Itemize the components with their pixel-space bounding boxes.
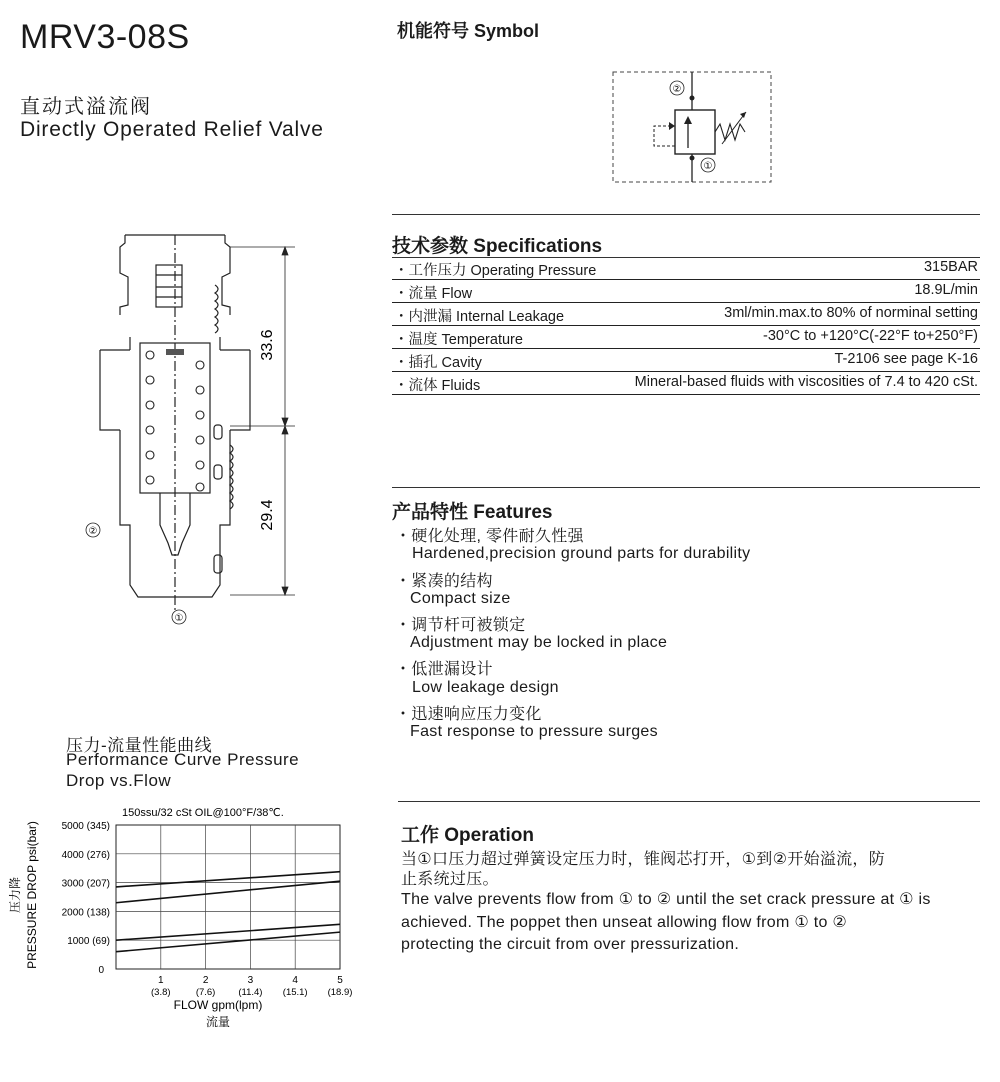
operation-en-line: The valve prevents flow from ① to ② until the set crack pressure at ① is xyxy=(401,891,931,908)
spec-row xyxy=(392,280,980,303)
features-title: 产品特性 Features xyxy=(392,502,553,523)
curve-title-cn: 压力-流量性能曲线 xyxy=(66,736,213,755)
operation-title: 工作 Operation xyxy=(401,825,535,846)
feature-cn: ・调节杆可被锁定 xyxy=(395,617,526,634)
y-tick-label: 2000 (138) xyxy=(61,907,110,919)
feature-en: Compact size xyxy=(410,590,511,607)
x-tick-label: 3 xyxy=(247,975,254,986)
y-axis-label-cn: 压力降 xyxy=(8,876,22,914)
drawing-port-1-label: ① xyxy=(174,613,184,624)
feature-en: Hardened,precision ground parts for durability xyxy=(412,545,751,562)
x-tick-sublabel: (11.4) xyxy=(238,987,263,998)
y-tick-label: 1000 (69) xyxy=(67,936,110,948)
symbol-title: 机能符号 Symbol xyxy=(397,21,540,41)
chart-grid xyxy=(116,825,340,969)
x-tick-sublabel: (3.8) xyxy=(151,987,171,998)
spec-value: 18.9L/min xyxy=(914,282,978,298)
symbol-port-2-label: ② xyxy=(672,84,682,95)
hydraulic-symbol xyxy=(600,62,785,190)
divider-features xyxy=(392,487,980,488)
feature-cn: ・硬化处理, 零件耐久性强 xyxy=(395,528,584,545)
operation-cn-line: 止系统过压。 xyxy=(401,871,499,888)
x-tick-sublabel: (18.9) xyxy=(327,987,353,998)
curve-title-en-2: Drop vs.Flow xyxy=(66,771,172,790)
dimension-lower: 29.4 xyxy=(259,499,276,531)
spec-row xyxy=(392,372,980,395)
spec-row xyxy=(392,349,980,372)
specs-title: 技术参数 Specifications xyxy=(392,236,603,257)
spec-value: Mineral-based fluids with viscosities of 7.4 to 420 cSt. xyxy=(634,374,978,390)
chart-ticks xyxy=(62,821,353,998)
spec-row xyxy=(392,257,980,280)
spec-label: ・插孔 Cavity xyxy=(394,355,482,371)
spec-label: ・工作压力 Operating Pressure xyxy=(394,263,597,279)
chart-title: 150ssu/32 cSt OIL@100°F/38℃. xyxy=(122,807,284,819)
spec-label: ・内泄漏 Internal Leakage xyxy=(394,309,565,325)
symbol-port-1-label: ① xyxy=(703,161,713,172)
series-line-curve-4 xyxy=(116,932,340,952)
performance-chart xyxy=(0,795,380,1040)
feature-en: Fast response to pressure surges xyxy=(410,723,658,740)
title-chinese: 直动式溢流阀 xyxy=(20,96,152,118)
spec-value: -30°C to +120°C(-22°F to+250°F) xyxy=(762,328,978,344)
spec-value: 3ml/min.max.to 80% of norminal setting xyxy=(724,305,978,321)
x-tick-label: 1 xyxy=(158,975,164,986)
plot-frame xyxy=(116,825,340,969)
y-tick-label: 0 xyxy=(98,965,104,976)
spec-value: 315BAR xyxy=(923,259,978,275)
operation-en-line: achieved. The poppet then unseat allowing flow from ① to ② xyxy=(401,914,848,931)
y-tick-label: 4000 (276) xyxy=(61,849,110,861)
title-english: Directly Operated Relief Valve xyxy=(20,118,324,141)
feature-en: Adjustment may be locked in place xyxy=(410,634,668,651)
x-tick-sublabel: (7.6) xyxy=(195,987,216,998)
x-axis-label-cn: 流量 xyxy=(205,1015,231,1029)
curve-title-en-1: Performance Curve Pressure xyxy=(66,750,300,769)
spec-label: ・流体 Fluids xyxy=(394,378,481,394)
spec-label: ・流量 Flow xyxy=(394,286,473,302)
spec-row xyxy=(392,303,980,326)
valve-cross-section xyxy=(80,225,320,635)
series-line-curve-3 xyxy=(116,924,340,940)
spec-value: T-2106 see page K-16 xyxy=(834,351,978,367)
dimension-upper: 33.6 xyxy=(259,329,276,361)
feature-cn: ・迅速响应压力变化 xyxy=(395,706,542,723)
operation-en-line: protecting the circuit from over pressurization. xyxy=(401,936,740,953)
model-number: MRV3-08S xyxy=(20,18,190,56)
x-axis-label: FLOW gpm(lpm) xyxy=(173,998,263,1012)
y-tick-label: 3000 (207) xyxy=(61,878,110,890)
feature-cn: ・低泄漏设计 xyxy=(395,661,493,678)
x-tick-sublabel: (15.1) xyxy=(282,987,308,998)
feature-en: Low leakage design xyxy=(412,679,559,696)
spec-label: ・温度 Temperature xyxy=(394,332,523,348)
divider-operation xyxy=(398,801,980,802)
x-tick-label: 2 xyxy=(202,975,209,986)
divider-symbol xyxy=(392,214,980,215)
x-tick-label: 4 xyxy=(292,975,298,986)
y-axis-label: PRESSURE DROP psi(bar) xyxy=(25,821,39,969)
x-tick-label: 5 xyxy=(337,975,343,986)
drawing-port-2-label: ② xyxy=(88,526,98,537)
y-tick-label: 5000 (345) xyxy=(61,821,110,832)
feature-cn: ・紧凑的结构 xyxy=(395,573,493,590)
spec-row xyxy=(392,326,980,349)
operation-cn-line: 当①口压力超过弹簧设定压力时，锥阀芯打开，①到②开始溢流，防 xyxy=(401,851,886,868)
